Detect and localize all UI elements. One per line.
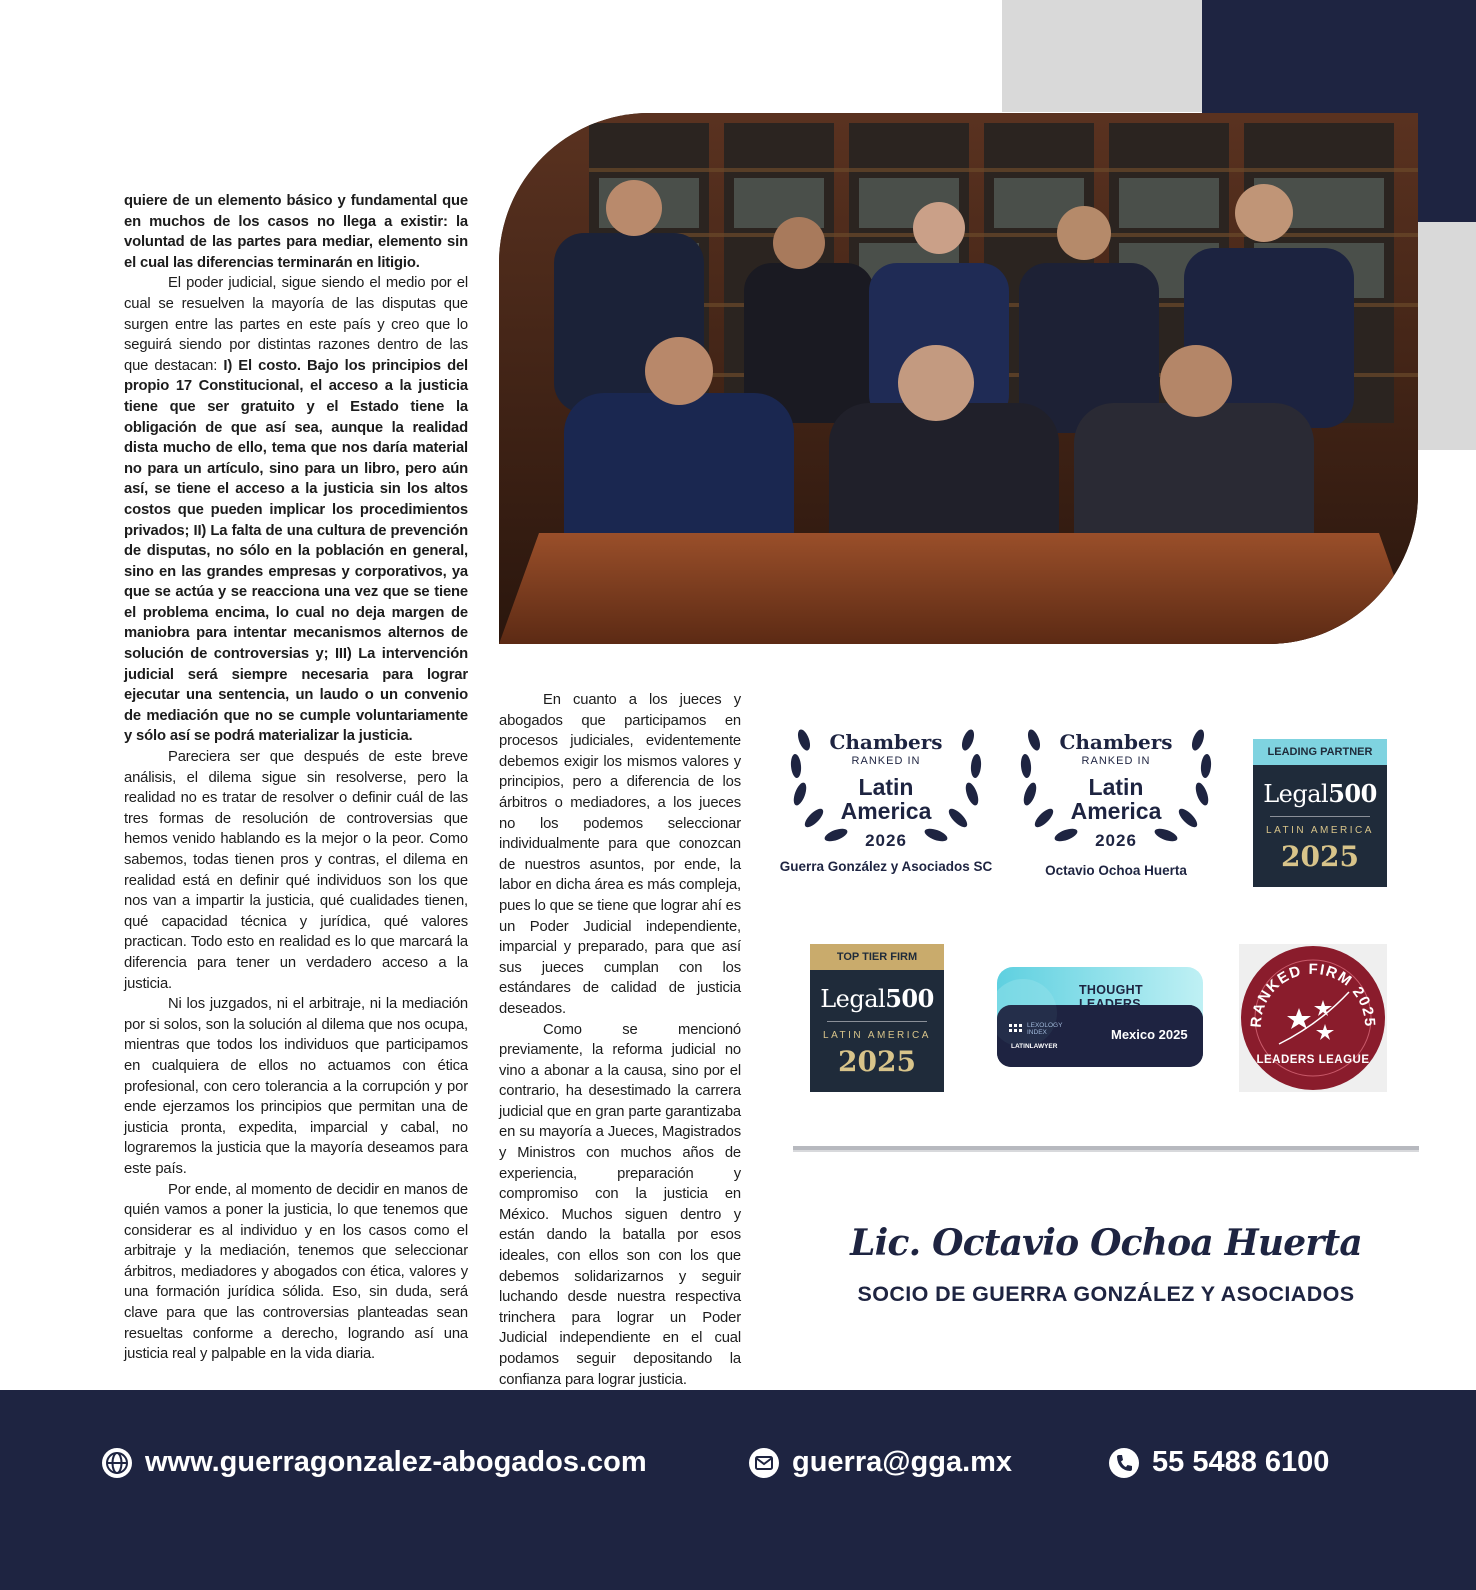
thought-leaders-edition: Mexico 2025	[1111, 1027, 1188, 1042]
mail-icon	[748, 1447, 780, 1479]
phone-number[interactable]: 55 5488 6100	[1152, 1446, 1330, 1478]
legal500-logo-number: 500	[1328, 779, 1377, 808]
chambers-brand: Chambers	[1059, 730, 1173, 754]
chambers-ranked-name: Octavio Ochoa Huerta	[1045, 863, 1187, 878]
chambers-badge-firm	[776, 728, 996, 898]
col1-paragraph-2-bold: I) El costo. Bajo los principios del propio 17 Constitucional, el acceso a la justicia tiene que ser gratuito y el Estado tiene la obligación de que así sea, aunque la realidad dista mucho de ello, tema que nos daría material no para un artículo, sino para un libro, pero aún así, se tiene el acceso a la justicia sin los altos costos que pueden implicar los procedimientos privados; II) La falta de una cultura de prevención de disputas, no sólo en la población en general, sino en las grandes empresas y corporativos, ya que se actúa y se reacciona una vez que se tiene el problema encima, lo cual no deja margen de maniobra para intentar mecanismos alternos de solución de controversias y; III) La intervención judicial será siempre necesaria para lograr ejecutar una sentencia, un laudo o un convenio de mediación que no se cumple voluntariamente y sólo así se podrá materializar la justicia.	[124, 357, 468, 745]
legal500-logo-text: Legal	[1263, 780, 1329, 808]
lexology-brand-line-1: LEXOLOGY	[1027, 1022, 1063, 1029]
email-link[interactable]: guerra@gga.mx	[792, 1446, 1013, 1478]
lexology-brand	[1027, 1022, 1062, 1036]
article-column-2	[499, 690, 741, 1390]
legal500-logo-text: Legal	[820, 985, 886, 1013]
decor-gray-block	[1002, 0, 1202, 112]
legal500-leading-partner-badge	[1253, 739, 1387, 887]
email-contact[interactable]	[748, 1446, 1012, 1479]
thought-leaders-badge	[997, 967, 1203, 1067]
chambers-brand: Chambers	[829, 730, 943, 754]
author-name: Lic. Octavio Ochoa Huerta	[850, 1222, 1362, 1264]
phone-icon	[1108, 1447, 1140, 1479]
legal500-tag: TOP TIER FIRM	[810, 944, 944, 970]
chambers-region-line-2: America	[840, 798, 932, 824]
legal500-region: LATIN AMERICA	[823, 1030, 931, 1041]
legal500-divider	[1270, 816, 1370, 817]
legal500-year: 2025	[838, 1045, 916, 1078]
legal500-year: 2025	[1281, 840, 1359, 873]
phone-contact[interactable]	[1108, 1446, 1329, 1479]
legal500-logo-number: 500	[885, 984, 934, 1013]
col1-paragraph-5: Por ende, al momento de decidir en manos de quién vamos a poner la justicia, lo que tenemos que considerar es al individuo y en los casos como el arbitraje y la mediación, tenemos que seleccionar árbitros, mediadores y abogados con ética, valores y una formación jurídica sólida. Eso, sin duda, será clave para que las controversias planteadas sean resueltas conforme a derecho, logrando así una justicia real y palpable en la vida diaria.	[124, 1181, 468, 1363]
website-contact[interactable]	[101, 1446, 647, 1479]
col1-paragraph-2-lead: El poder judicial, sigue siendo el medio por el cual se resuelven la mayoría de las disputas que surgen entre las partes en este país y creo que lo seguirá siendo por distintas razones dentro de las que destacan:	[124, 275, 468, 374]
chambers-region-line-1: Latin	[858, 774, 914, 800]
team-photo	[499, 113, 1418, 644]
legal500-divider	[827, 1021, 927, 1022]
legal500-logo	[810, 984, 944, 1013]
col2-paragraph-2: Como se mencionó previamente, la reforma judicial no vino a abonar a la causa, sino por el contrario, ha desestimado la carrera judicial que en gran parte garantizaba en su mayoría a Jueces, Magistrados y Ministros con muchos años de experiencia, preparación y compromiso con la justicia en México. Muchos siguen dentro y están dando la batalla por esos ideales, con ellos son con los que debemos solidarizarnos y seguir luchando desde nuestra respectiva trinchera para lograr un Poder Judicial independiente en el cual podamos seguir depositando la confianza para lograr justicia.	[499, 1021, 741, 1388]
chambers-badge-individual	[1006, 728, 1226, 898]
legal500-logo	[1253, 779, 1387, 808]
col2-paragraph-1: En cuanto a los jueces y abogados que participamos en procesos judiciales, evidentemente debemos exigir los mismos valores y principios, pero a diferencia de los árbitros o mediadores, a los jueces no los podemos seleccionar individualmente para que conozcan de nuestros asuntos, por ende, la labor en dicha área es más compleja, pues lo que se tiene que lograr ahí es un Poder Judicial independiente, imparcial y preparado, para que así sus jueces cumplan con los estándares de calidad de justicia deseados.	[499, 692, 741, 1017]
chambers-region-line-2: America	[1070, 798, 1162, 824]
latinlawyer-brand: LATINLAWYER	[1011, 1043, 1058, 1050]
thought-leaders-graphic	[997, 967, 1203, 1067]
leaders-league-seal	[1239, 944, 1387, 1092]
decor-gray-strip	[1418, 222, 1476, 450]
lexology-brand-line-2: INDEX	[1027, 1029, 1047, 1036]
leaders-league-ranked: RANKED FIRM 2025	[1247, 960, 1379, 1029]
contact-footer	[0, 1390, 1476, 1590]
col1-paragraph-1: quiere de un elemento básico y fundamental que en muchos de los casos no llega a existir: la voluntad de las partes para mediar, elemento sin el cual las diferencias terminarán en litigio.	[124, 193, 468, 271]
chambers-ranked-in: RANKED IN	[1081, 755, 1151, 767]
leaders-league-badge	[1239, 944, 1387, 1092]
leaders-league-name: LEADERS LEAGUE	[1256, 1054, 1370, 1066]
chambers-ranked-name: Guerra González y Asociados SC	[779, 859, 993, 874]
col1-paragraph-3: Pareciera ser que después de este breve análisis, el dilema sigue sin resolverse, pero la realidad no es tratar de resolver o definir cuál de las tres formas de resolución de controversias que hemos venido hablando es la mejor o la peor. Como sabemos, todas tienen pros y contras, el dilema en realidad está en definir qué individuos son los que nos van a impartir la justicia, qué cualidades tienen, qué capacidad técnica y jurídica, qué valores practican. Todo esto en realidad es lo que marcará la diferencia para tener un verdadero acceso a la justicia.	[124, 749, 468, 992]
thought-leaders-title: THOUGHT LEADERS	[1079, 983, 1143, 1011]
legal500-tag: LEADING PARTNER	[1253, 739, 1387, 765]
website-link[interactable]: www.guerragonzalez-abogados.com	[145, 1446, 647, 1478]
col1-paragraph-4: Ni los juzgados, ni el arbitraje, ni la mediación por si solos, son la solución al dilema que nos ocupa, mientras que todos los individuos que participamos en cualquiera de ellos no actuamos con ética profesional, con cero tolerancia a la corrupción y por ende ejerzamos los principios que permitan una de justicia pronta, expedita, imparcial y cabal, no lograremos la justicia que la mayoría deseamos para este país.	[124, 996, 468, 1177]
chambers-ranked-in: RANKED IN	[851, 755, 921, 767]
col1-paragraph-2	[124, 273, 468, 747]
chambers-region-line-1: Latin	[1088, 774, 1144, 800]
article-column-1	[124, 191, 468, 1365]
section-divider	[793, 1146, 1419, 1152]
chambers-year: 2026	[1095, 831, 1137, 850]
globe-icon	[101, 1447, 133, 1479]
chambers-year: 2026	[865, 831, 907, 850]
author-role: SOCIO DE GUERRA GONZÁLEZ Y ASOCIADOS	[857, 1282, 1355, 1306]
legal500-region: LATIN AMERICA	[1266, 825, 1374, 836]
legal500-top-tier-badge	[810, 944, 944, 1092]
